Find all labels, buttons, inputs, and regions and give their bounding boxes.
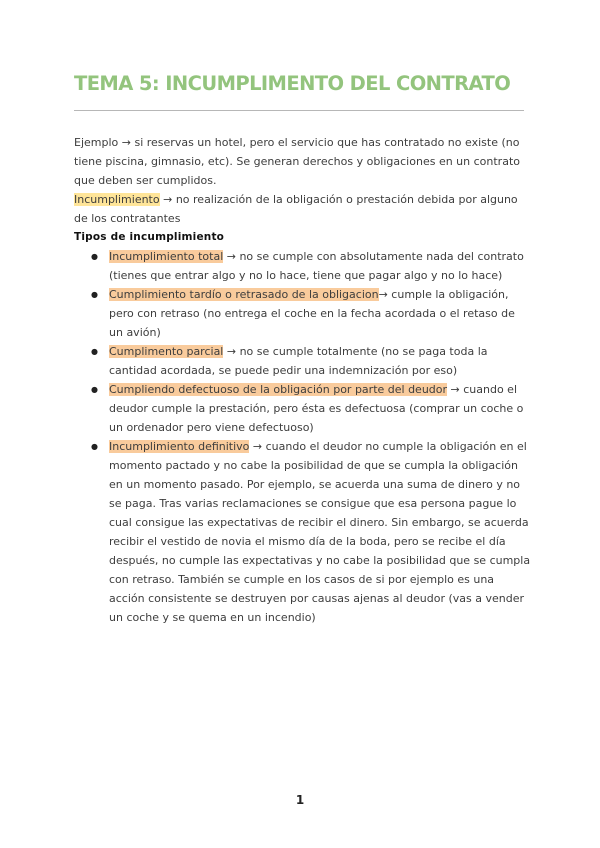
types-heading: Tipos de incumplimiento	[74, 231, 225, 243]
list-item-term: Incumplimiento definitivo	[109, 440, 250, 453]
list-item-text: → cuando el deudor cumple la prestación, pero ésta es defectuosa (comprar un coche o un ordenador pero viene defectuoso)	[109, 383, 524, 434]
list-item-term: Cumplimiento tardío o retrasado de la obligacion	[109, 288, 379, 301]
list-item-term: Incumplimiento total	[109, 250, 224, 263]
list-item-term: Cumpliendo defectuoso de la obligación por parte del deudor	[109, 383, 448, 396]
list-item-cumplimiento-tardio	[109, 285, 532, 342]
page-number: 1	[295, 793, 305, 807]
list-item-term: Cumplimento parcial	[109, 345, 224, 358]
list-item-incumplimiento-definitivo	[109, 437, 532, 627]
types-list	[74, 247, 532, 627]
definition-text: → no realización de la obligación o prestación debida por alguno de los contratantes	[74, 193, 518, 225]
example-paragraph: Ejemplo → si reservas un hotel, pero el servicio que has contratado no existe (no tiene piscina, gimnasio, etc). Se generan derechos y obligaciones en un contrato que deben ser cumplidos.	[74, 136, 520, 187]
list-item-text: → no se cumple totalmente (no se paga toda la cantidad acordada, se puede pedir una indemnización por eso)	[109, 345, 488, 377]
document-body	[74, 133, 532, 627]
title-divider	[74, 110, 524, 111]
definition-paragraph	[74, 190, 532, 228]
list-item-incumplimiento-total	[109, 247, 532, 285]
definition-term: Incumplimiento	[74, 193, 160, 206]
list-item-cumplimiento-defectuoso	[109, 380, 532, 437]
page-title: TEMA 5: INCUMPLIMENTO DEL CONTRATO	[74, 72, 511, 95]
list-item-text: → no se cumple con absolutamente nada del contrato (tienes que entrar algo y no lo hace, tiene que pagar algo y no lo hace)	[109, 250, 524, 282]
list-item-text: → cuando el deudor no cumple la obligación en el momento pactado y no cabe la posibilidad de que se cumpla la obligación en un momento pasado. Por ejemplo, se acuerda una suma de dinero y no se paga. Tras varias reclamaciones se consigue que esa persona pague lo cual consigue las expectativas de recibir el dinero. Sin embargo, se acuerda recibir el vestido de novia el mismo día de la boda, pero se recibe el día después, no cumple las expectativas y no cabe la posibilidad que se cumpla con retraso. También se cumple en los casos de si por ejemplo es una acción consistente se destruyen por causas ajenas al deudor (vas a vender un coche y se quema en un incendio)	[109, 440, 531, 624]
list-item-text: → cumple la obligación, pero con retraso (no entrega el coche en la fecha acordada o el retaso de un avión)	[109, 288, 515, 339]
list-item-cumplimiento-parcial	[109, 342, 532, 380]
